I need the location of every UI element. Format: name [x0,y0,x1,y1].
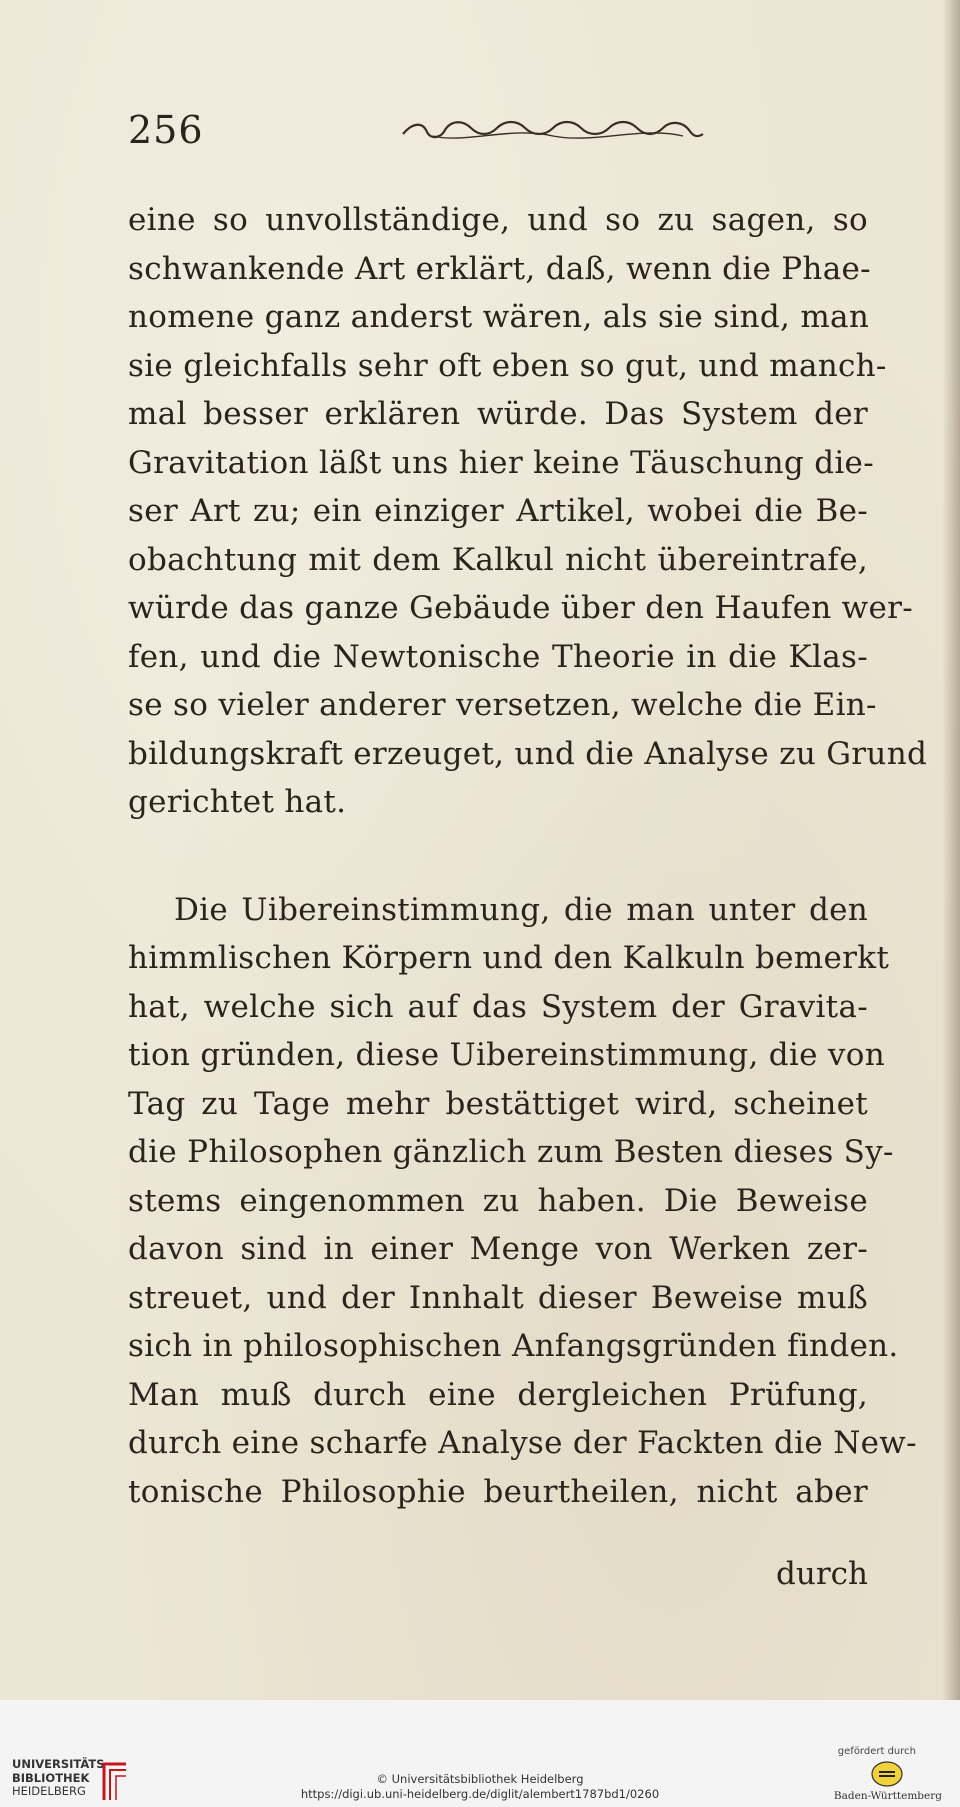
text-line: eine so unvollständige, und so zu sagen, so [128,202,868,238]
sponsor-name[interactable]: Baden-Württemberg [833,1790,942,1802]
text-line: Tag zu Tage mehr bestättiget wird, scheinet [128,1085,868,1122]
text-line: würde das ganze Gebäude über den Haufen wer- [128,590,914,626]
text-line: sich in philosophischen Anfangsgründen finden. [128,1328,899,1364]
catchword: durch [776,1556,868,1592]
text-line: Die Uibereinstimmung, die man unter den [174,891,868,928]
page-text [128,196,928,1516]
text-line: obachtung mit dem Kalkul nicht übereintrafe, [128,541,868,578]
page-header [128,108,848,164]
text-line: tonische Philosophie beurtheilen, nicht aber [128,1473,868,1510]
text-line: davon sind in einer Menge von Werken zer- [128,1231,868,1267]
text-line: schwankende Art erklärt, daß, wenn die Phae- [128,250,871,287]
text-line: tion gründen, diese Uibereinstimmung, die von [128,1037,885,1073]
text-line: Gravitation läßt uns hier keine Täuschung die- [128,444,874,481]
text-line: fen, und die Newtonische Theorie in die Klas- [128,638,868,675]
text-line: durch eine scharfe Analyse der Fackten die New- [128,1425,917,1461]
viewer-footer [0,1700,960,1807]
decorative-flourish-icon [393,116,713,146]
text-line: ser Art zu; ein einziger Artikel, wobei die Be- [128,493,868,529]
text-line: nomene ganz anderst wären, als sie sind, man [128,299,870,335]
state-coat-of-arms-icon [870,1760,904,1788]
sponsor-label: gefördert durch [837,1746,916,1757]
text-line: Man muß durch eine dergleichen Prüfung, [128,1376,868,1413]
text-line: sie gleichfalls sehr oft eben so gut, und manch- [128,347,887,384]
library-line-1: UNIVERSITÄTS- [12,1757,110,1771]
text-line: bildungskraft erzeuget, und die Analyse zu Grund [128,735,928,772]
text-line: gerichtet hat. [128,784,347,820]
text-line: se so vieler anderer versetzen, welche die Ein- [128,687,877,723]
text-line: hat, welche sich auf das System der Gravita- [128,988,868,1025]
page-number: 256 [128,108,204,152]
paragraph-gap [128,827,868,886]
copyright-text: © Universitätsbibliothek Heidelberg [376,1772,584,1786]
text-line: streuet, und der Innhalt dieser Beweise muß [128,1279,868,1316]
permalink-url[interactable]: https://digi.ub.uni-heidelberg.de/diglit/alembert1787bd1/0260 [300,1787,660,1801]
text-line: die Philosophen gänzlich zum Besten dieses Sy- [128,1134,894,1170]
copyright-notice [0,1772,960,1802]
library-line-3: HEIDELBERG [12,1784,86,1798]
text-line: mal besser erklären würde. Das System der [128,396,868,432]
text-line: himmlischen Körpern und den Kalkuln bemerkt [128,940,890,976]
library-line-2: BIBLIOTHEK [12,1770,90,1785]
text-line: stems eingenommen zu haben. Die Beweise [128,1182,868,1219]
